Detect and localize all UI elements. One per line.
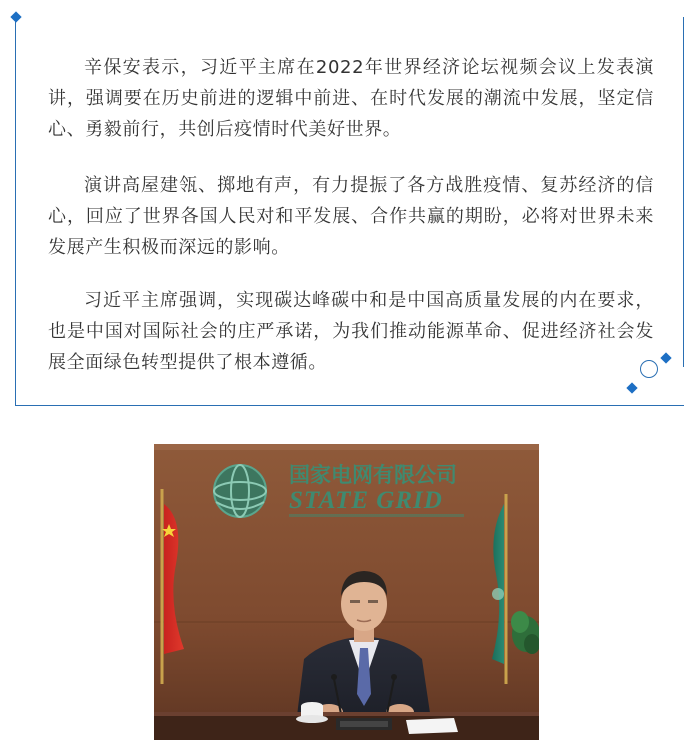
logo-english-text: STATE GRID — [289, 487, 443, 514]
logo-chinese-text: 国家电网有限公司 — [289, 464, 457, 487]
article-paragraph-3: 习近平主席强调，实现碳达峰碳中和是中国高质量发展的内在要求，也是中国对国际社会的庄严承诺，为我们推动能源革命、促进经济社会发展全面绿色转型提供了根本遵循。 — [48, 290, 654, 373]
article-paragraph-1: 辛保安表示，习近平主席在2022年世界经济论坛视频会议上发表演讲，强调要在历史前进的逻辑中前进、在时代发展的潮流中发展，坚定信心、勇毅前行，共创后疫情时代美好世界。 — [48, 57, 654, 140]
article-paragraph-2: 演讲高屋建瓴、掷地有声，有力提振了各方战胜疫情、复苏经济的信心，回应了世界各国人民对和平发展、合作共赢的期盼，必将对世界未来发展产生积极而深远的影响。 — [48, 175, 654, 258]
state-grid-logo — [214, 465, 266, 517]
frame-corner-diamond — [10, 11, 21, 22]
news-photo — [154, 444, 539, 740]
document-paper — [406, 718, 458, 734]
frame-right-border — [683, 17, 684, 367]
